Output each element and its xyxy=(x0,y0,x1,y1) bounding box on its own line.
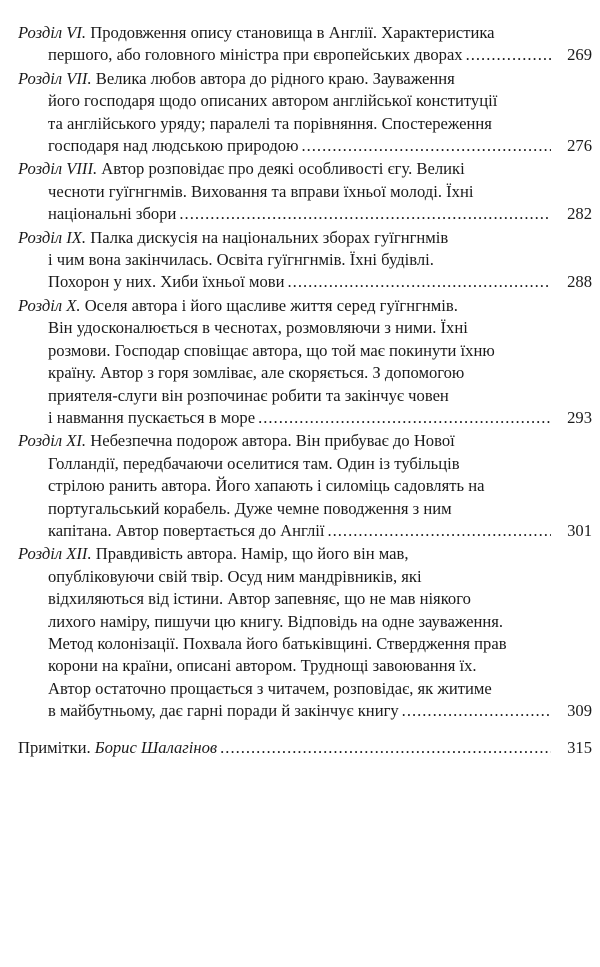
entry-first-line xyxy=(18,430,592,452)
entry-text-line: і чим вона закінчилась. Освіта гуїгнгнмів. Їхні будівлі. xyxy=(48,250,434,270)
chapter-label: Розділ X. xyxy=(18,295,81,315)
toc-entry xyxy=(18,430,592,542)
entry-text-line: та англійського уряду; паралелі та порівняння. Спостереження xyxy=(48,113,492,133)
entry-text: Продовження опису становища в Англії. Характеристика xyxy=(90,23,495,42)
entry-text-line: Він удосконалюється в чеснотах, розмовляючи з ними. Їхні xyxy=(48,318,468,338)
page-number: 315 xyxy=(567,737,592,757)
toc-entry xyxy=(18,543,592,722)
notes-entry xyxy=(18,737,592,759)
leader-dots xyxy=(301,135,551,157)
entry-last-line xyxy=(18,700,592,722)
entry-last-line xyxy=(18,44,592,66)
leader-dots xyxy=(466,44,551,66)
toc-entry xyxy=(18,295,592,429)
chapter-label: Розділ VI. xyxy=(18,23,87,42)
leader-dots xyxy=(402,700,551,722)
entry-last-line xyxy=(18,203,592,225)
leader-dots xyxy=(258,407,551,429)
page-number: 301 xyxy=(567,520,592,540)
page-number: 282 xyxy=(567,204,592,224)
chapter-label: Розділ VII. xyxy=(18,68,92,88)
toc-entry xyxy=(18,227,592,294)
entry-first-line xyxy=(18,295,592,317)
page-number: 276 xyxy=(567,136,592,156)
entry-first-line xyxy=(18,22,592,44)
entry-text: Автор розповідає про деякі особливості єгу. Великі xyxy=(101,159,465,179)
leader-dots xyxy=(288,271,551,293)
entry-text-line: розмови. Господар сповіщає автора, що той має покинути їхню xyxy=(48,340,495,360)
leader-dots xyxy=(179,203,551,225)
entry-text: Небезпечна подорож автора. Він прибуває до Нової xyxy=(90,431,455,451)
page-number: 288 xyxy=(567,272,592,292)
entry-text-line: лихого наміру, пишучи цю книгу. Відповідь на одне зауваження. xyxy=(48,611,503,631)
notes-label: Примітки. xyxy=(18,737,91,757)
entry-text-line: португальський корабель. Дуже чемне поводження з ним xyxy=(48,498,452,518)
entry-first-line xyxy=(18,158,592,180)
entry-last-line xyxy=(18,407,592,429)
toc-entry xyxy=(18,68,592,158)
leader-dots xyxy=(327,520,551,542)
entry-text-line: його господаря щодо описаних автором англійської конституції xyxy=(48,91,498,111)
entry-last-line xyxy=(18,520,592,542)
leader-dots xyxy=(220,737,551,759)
chapter-label: Розділ VIII. xyxy=(18,159,98,179)
entry-text-line: чесноти гуїгнгнмів. Виховання та вправи їхньої молоді. Їхні xyxy=(48,181,474,201)
page-number: 309 xyxy=(567,701,592,721)
notes-line xyxy=(18,737,592,759)
entry-first-line xyxy=(18,227,592,249)
entry-text: господаря над людською природою xyxy=(48,136,299,156)
entry-last-line xyxy=(18,135,592,157)
entry-text: Правдивість автора. Намір, що його він мав, xyxy=(95,544,409,564)
notes-author: Борис Шалагінов xyxy=(94,737,218,757)
entry-text: і навмання пускається в море xyxy=(48,407,256,427)
toc-entry xyxy=(18,158,592,225)
entry-text-line: корони на країни, описані автором. Труднощі завоювання їх. xyxy=(48,656,477,676)
table-of-contents xyxy=(18,22,592,760)
page-number: 293 xyxy=(567,407,592,427)
entry-text: Похорон у них. Хиби їхньої мови xyxy=(48,272,285,292)
entry-text: національні збори xyxy=(48,204,177,224)
entry-text: в майбутньому, дає гарні поради й закінчує книгу xyxy=(48,701,399,721)
notes-text xyxy=(18,737,217,759)
entry-text-line: країну. Автор з горя зомліває, але скоряється. З допомогою xyxy=(48,363,465,383)
entry-text-line: Метод колонізації. Похвала його батьківщині. Ствердження прав xyxy=(48,633,507,653)
entry-text-line: стрілою ранить автора. Його хапають і силоміць садовлять на xyxy=(48,476,485,496)
entry-text-line: Голландії, передбачаючи оселитися там. Один із тубільців xyxy=(48,453,460,473)
entry-text: капітана. Автор повертається до Англії xyxy=(48,520,325,540)
entry-text: Палка дискусія на національних зборах гуїгнгнмів xyxy=(90,227,449,247)
entry-first-line xyxy=(18,543,592,565)
page-number: 269 xyxy=(567,45,592,65)
entry-text: першого, або головного міністра при європейських дворах xyxy=(48,45,463,65)
chapter-label: Розділ XII. xyxy=(18,544,92,564)
chapter-label: Розділ XI. xyxy=(18,431,87,451)
entry-text: Велика любов автора до рідного краю. Зауваження xyxy=(95,68,455,88)
entry-last-line xyxy=(18,271,592,293)
toc-entry xyxy=(18,22,592,67)
entry-text-line: Автор остаточно прощається з читачем, розповідає, як житиме xyxy=(48,678,492,698)
entry-text-line: приятеля-слуги він розпочинає робити та закінчує човен xyxy=(48,385,449,405)
entry-text-line: відхиляються від істини. Автор запевняє, що не мав ніякого xyxy=(48,589,471,609)
chapter-label: Розділ IX. xyxy=(18,227,87,247)
entry-text-line: опубліковуючи свій твір. Осуд ним мандрівників, які xyxy=(48,566,422,586)
entry-first-line xyxy=(18,68,592,90)
entry-text: Оселя автора і його щасливе життя серед гуїгнгнмів. xyxy=(84,295,458,315)
